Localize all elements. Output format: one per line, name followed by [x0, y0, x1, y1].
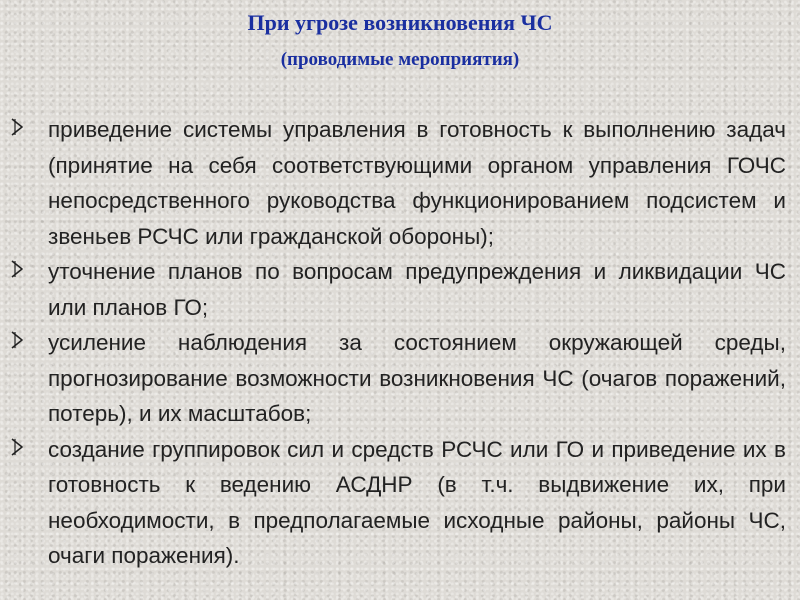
- list-item: [0, 254, 800, 325]
- list-item-text: уточнение планов по вопросам предупреждения и ликвидации ЧС или планов ГО;: [48, 259, 786, 320]
- list-item-text: приведение системы управления в готовность к выполнению задач (принятие на себя соответствующими органом управления ГОЧС непосредственного руководства функционированием подсистем и звеньев РСЧС или гражданской обороны);: [48, 117, 786, 249]
- list-item-text: усиление наблюдения за состоянием окружающей среды, прогнозирование возможности возникновения ЧС (очагов поражений, потерь), и их масштабов;: [48, 330, 786, 426]
- checkbox-bullet-icon: [8, 257, 26, 281]
- checkbox-bullet-icon: [8, 328, 26, 352]
- measures-list: [0, 112, 800, 574]
- list-item: [0, 325, 800, 432]
- list-item: [0, 112, 800, 254]
- page-subtitle: (проводимые мероприятия): [280, 49, 520, 70]
- page-title: При угрозе возникновения ЧС: [247, 10, 553, 35]
- checkbox-bullet-icon: [8, 115, 26, 139]
- list-item: [0, 432, 800, 574]
- list-item-text: создание группировок сил и средств РСЧС или ГО и приведение их в готовность к ведению АСДНР (в т.ч. выдвижение их, при необходимости, в предполагаемые исходные районы, районы ЧС, очаги поражения).: [48, 436, 786, 568]
- checkbox-bullet-icon: [8, 435, 26, 459]
